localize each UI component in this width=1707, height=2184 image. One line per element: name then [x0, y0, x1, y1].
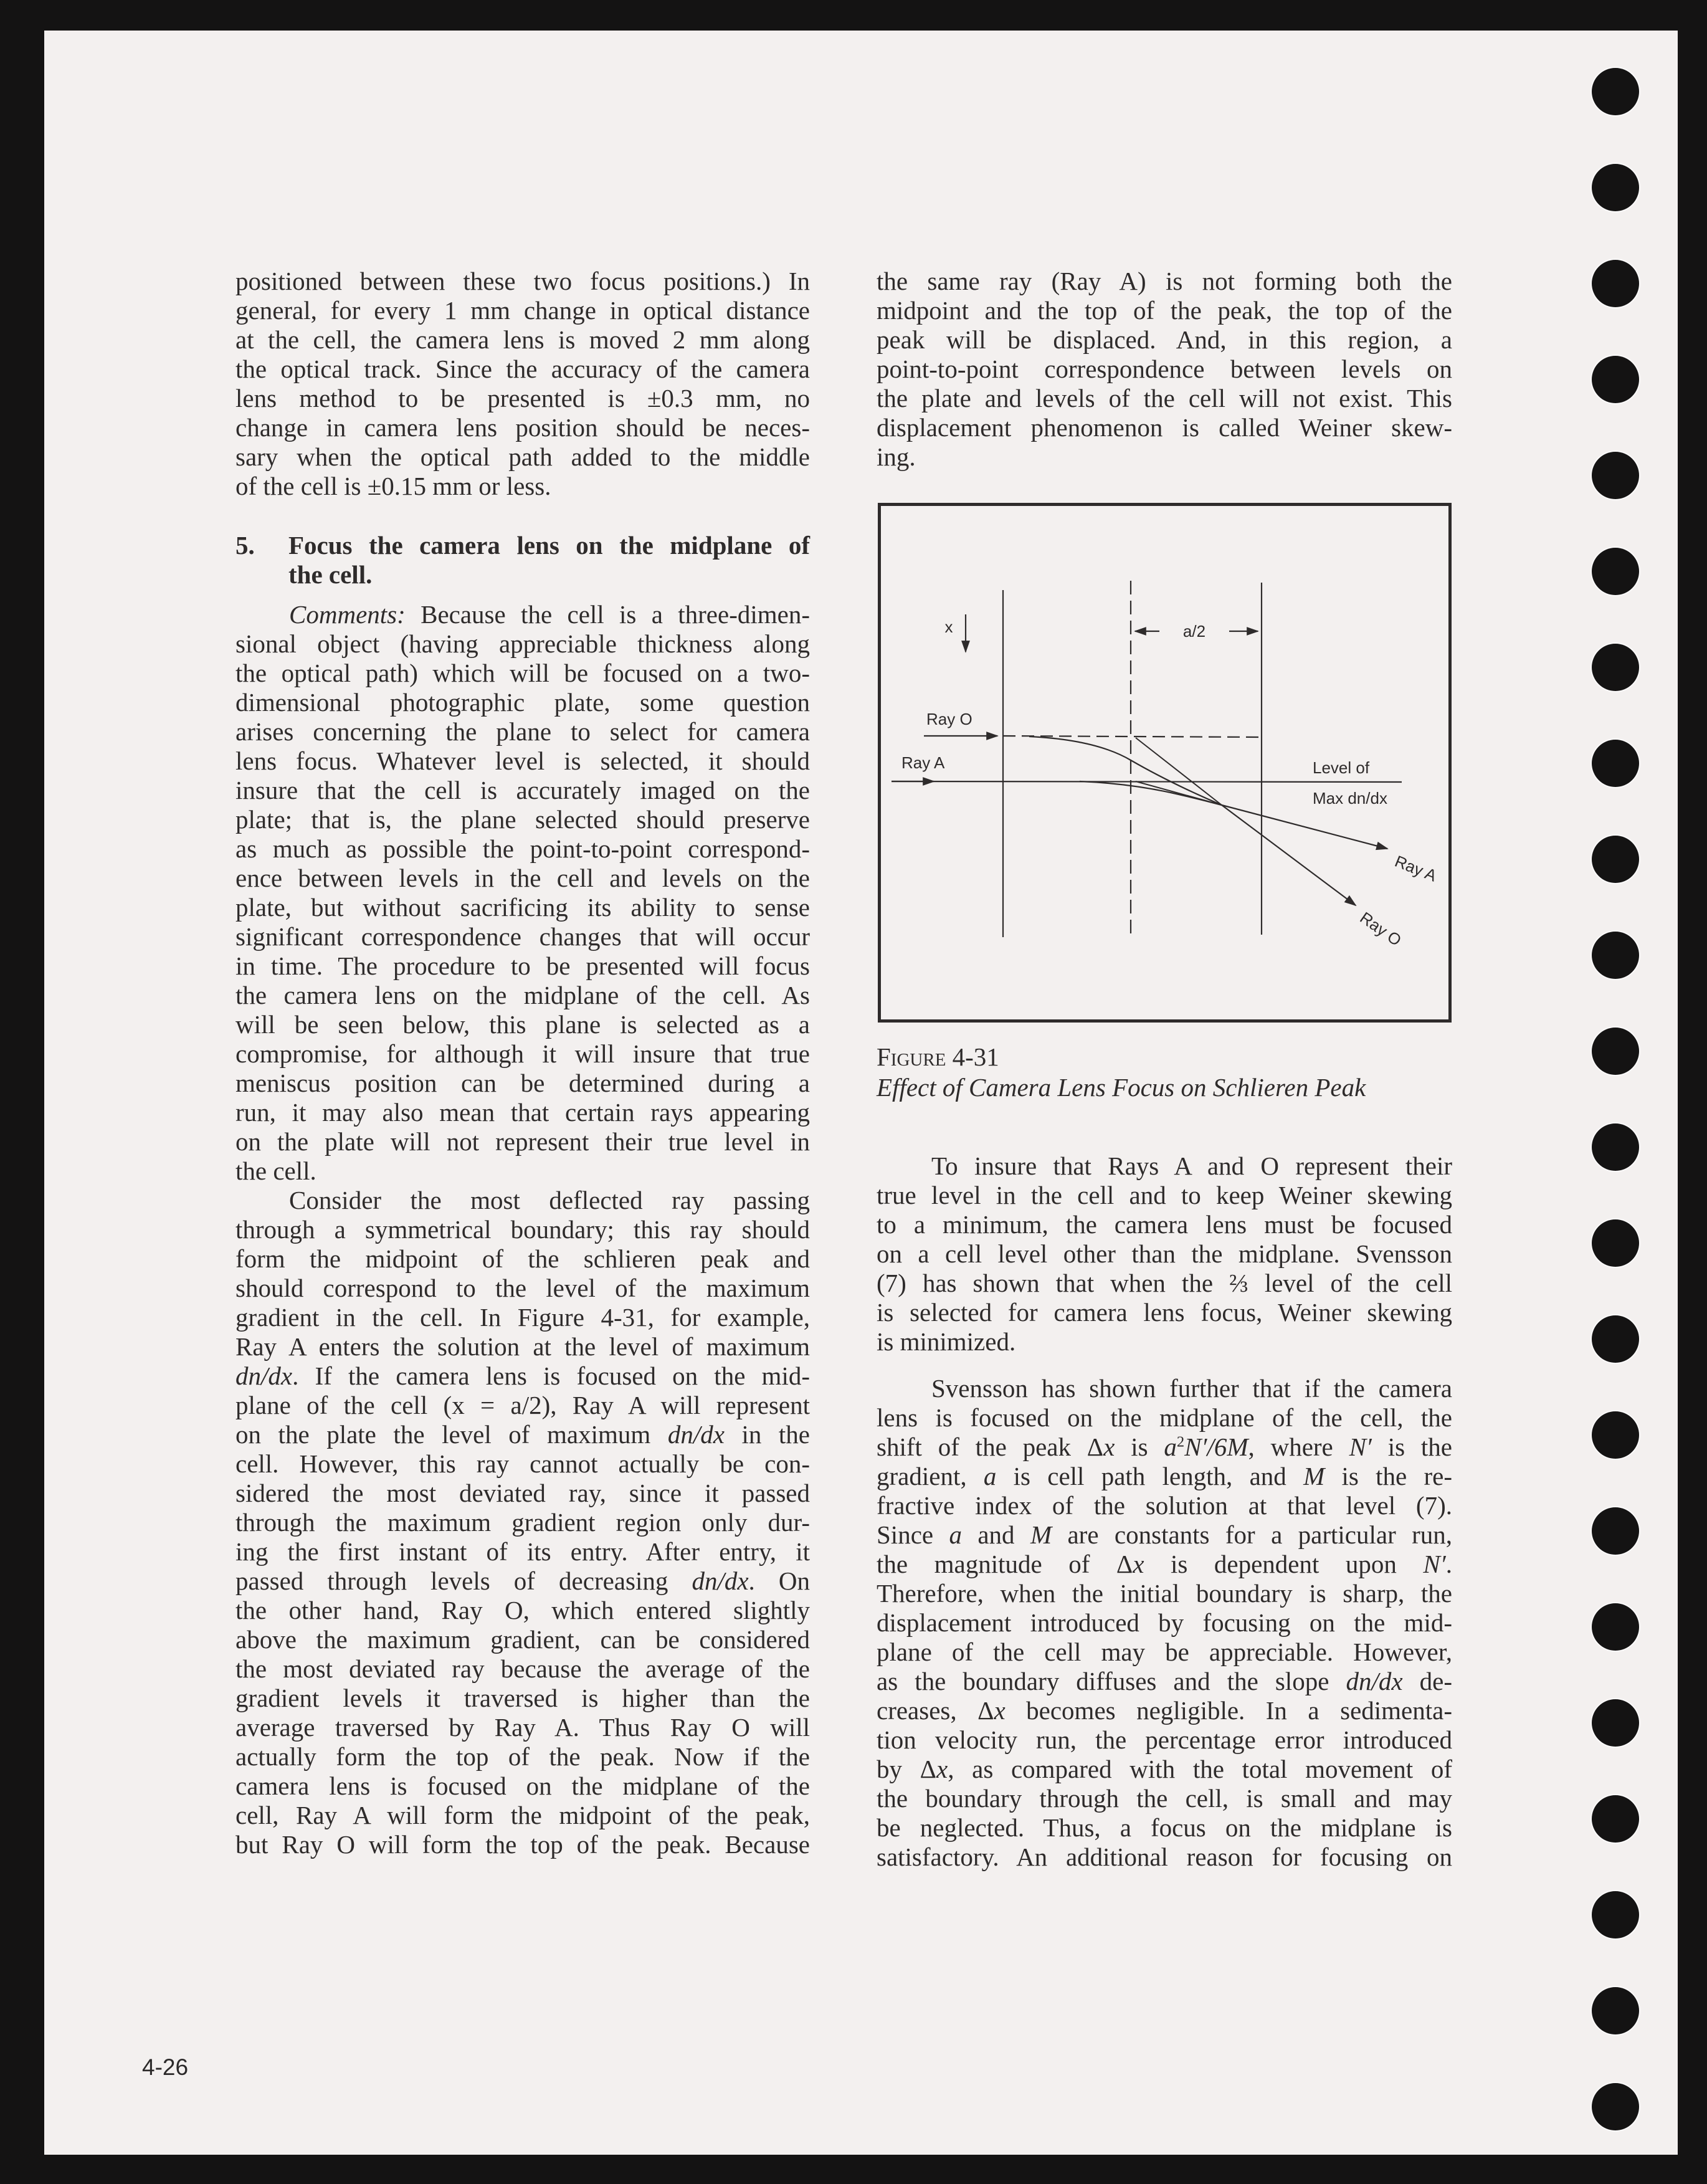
text-line [235, 1097, 810, 1128]
binding-hole [1592, 356, 1639, 403]
text-line [235, 1536, 810, 1567]
text-line [235, 265, 810, 297]
text-line [235, 1565, 810, 1596]
text-segment: point-to-point correspondence between levels on [877, 355, 1452, 383]
binding-hole [1592, 1028, 1639, 1075]
text-segment: dimensional photographic plate, some question [235, 688, 810, 717]
text-line [877, 1402, 1452, 1433]
text-segment: dn/dx [235, 1361, 293, 1390]
text-segment: lens focus. Whatever level is selected, it should [235, 746, 810, 775]
text-line [877, 1578, 1452, 1609]
text-line [235, 1653, 810, 1684]
text-segment: . On [748, 1566, 810, 1595]
figure-4-31-diagram [878, 503, 1452, 1023]
binding-hole [1592, 1699, 1639, 1747]
text-segment: . If the camera lens is focused on the mid- [292, 1361, 810, 1390]
binding-hole [1592, 2083, 1639, 2130]
text-segment: (7) has shown that when the ⅔ level of the cell [877, 1269, 1452, 1297]
ray-a-label-out: Ray A [1392, 851, 1440, 885]
text-segment: sary when the optical path added to the middle [235, 442, 810, 471]
text-line [877, 1519, 1452, 1550]
binding-hole [1592, 68, 1639, 115]
text-segment: gradient levels it traversed is higher than the [235, 1684, 810, 1712]
text-line [877, 1812, 1452, 1843]
text-line [235, 470, 810, 502]
text-segment: but Ray O will form the top of the peak. Because [235, 1830, 810, 1859]
text-segment: run, it may also mean that certain rays appearing [235, 1098, 810, 1127]
text-segment: on the plate will not represent their true level in [235, 1127, 810, 1156]
text-segment: the plate and levels of the cell will not exist. This [877, 384, 1452, 412]
text-segment: actually form the top of the peak. Now if the [235, 1742, 810, 1771]
text-line [877, 1666, 1452, 1697]
text-line [235, 1741, 810, 1772]
text-line [235, 1419, 810, 1450]
binding-hole [1592, 932, 1639, 979]
a-half-label: a/2 [1182, 622, 1206, 641]
text-line [235, 1448, 810, 1479]
text-line [235, 775, 810, 806]
text-segment: , where [1248, 1433, 1349, 1461]
text-segment: the cell. [288, 560, 373, 589]
binding-hole [1592, 740, 1639, 787]
text-segment: compromise, for although it will insure that true [235, 1039, 810, 1068]
text-line [235, 862, 810, 894]
text-segment: above the maximum gradient, can be considered [235, 1625, 810, 1654]
text-line [235, 1126, 810, 1157]
text-line [877, 265, 1452, 297]
text-segment: dn/dx [667, 1420, 725, 1449]
text-segment: N′/6M [1184, 1433, 1248, 1461]
binding-hole [1592, 1411, 1639, 1459]
text-segment: significant correspondence changes that will occur [235, 922, 810, 951]
text-line [235, 892, 810, 923]
text-line [235, 324, 810, 355]
text-line [235, 657, 810, 689]
text-line [877, 1490, 1452, 1521]
text-line [877, 1461, 1452, 1492]
text-segment: x [936, 1755, 948, 1783]
binding-hole [1592, 1219, 1639, 1267]
text-segment: fractive index of the solution at that level (7). [877, 1491, 1452, 1520]
text-line [877, 412, 1452, 443]
text-segment: should correspond to the level of the maximum [235, 1274, 810, 1302]
text-line [235, 921, 810, 952]
binding-hole [1592, 1123, 1639, 1171]
text-segment: ing. [877, 442, 916, 471]
text-line [235, 1595, 810, 1626]
text-segment: tion velocity run, the percentage error introduced [877, 1725, 1452, 1754]
text-segment: is cell path length, and [996, 1462, 1304, 1490]
text-segment: de- [1402, 1667, 1452, 1695]
text-segment: arises concerning the plane to select for camera [235, 717, 810, 746]
text-segment: is the [1371, 1433, 1452, 1461]
text-segment: Effect of Camera Lens Focus on Schlieren Peak [877, 1073, 1366, 1102]
binding-hole [1592, 1603, 1639, 1651]
text-line [235, 804, 810, 835]
text-segment: shift of the peak Δ [877, 1433, 1104, 1461]
text-line [877, 441, 1452, 472]
text-line [235, 1360, 810, 1391]
text-segment: Because the cell is a three-dimen- [405, 600, 810, 629]
text-segment: x [994, 1696, 1006, 1725]
text-segment: through the maximum gradient region only dur- [235, 1508, 810, 1537]
text-line [235, 1214, 810, 1245]
x-axis-label: x [944, 618, 953, 636]
text-segment: the most deviated ray because the average of the [235, 1654, 810, 1683]
text-segment: by Δ [877, 1755, 937, 1783]
text-line [235, 1390, 810, 1421]
text-segment: Therefore, when the initial boundary is sharp, the [877, 1579, 1452, 1608]
text-segment: Since [877, 1520, 949, 1549]
text-segment: Figure 4-31 [877, 1042, 999, 1071]
text-line [235, 1829, 810, 1860]
text-line [877, 353, 1452, 384]
binding-hole [1592, 1315, 1639, 1363]
text-line [235, 1712, 810, 1743]
text-line [877, 1180, 1452, 1211]
text-segment: satisfactory. An additional reason for focusing on [877, 1843, 1452, 1871]
text-line [877, 295, 1452, 326]
text-line [877, 1238, 1452, 1269]
text-line [235, 1800, 810, 1831]
text-segment: lens is focused on the midplane of the cell, the [877, 1403, 1452, 1432]
section-heading-line [288, 530, 810, 561]
text-line [877, 1267, 1452, 1299]
text-line [235, 1272, 810, 1304]
ray-o-path [1029, 737, 1356, 905]
text-line [235, 1507, 810, 1538]
text-segment: dn/dx [1346, 1667, 1403, 1695]
text-segment: creases, Δ [877, 1696, 994, 1725]
text-segment: a [949, 1520, 962, 1549]
text-line [235, 1770, 810, 1801]
text-segment: is the re- [1324, 1462, 1452, 1490]
text-line [877, 1753, 1452, 1785]
text-segment: at the cell, the camera lens is moved 2 mm along [235, 325, 810, 354]
text-segment: will be seen below, this plane is selected as a [235, 1010, 810, 1039]
ray-a-label-in: Ray A [901, 753, 945, 772]
text-line [235, 1624, 810, 1655]
text-segment: ing the first instant of its entry. After entry, it [235, 1537, 810, 1566]
binding-hole [1592, 452, 1639, 499]
text-segment: Focus the camera lens on the midplane of [288, 531, 810, 560]
binding-hole [1592, 644, 1639, 691]
text-line [235, 1477, 810, 1509]
text-line [235, 1009, 810, 1040]
text-segment: is dependent upon [1144, 1550, 1424, 1578]
text-segment: plane of the cell (x = a/2), Ray A will represent [235, 1391, 810, 1419]
text-line [235, 353, 810, 384]
page-number: 4-26 [142, 2054, 189, 2080]
text-segment: passed through levels of decreasing [235, 1566, 692, 1595]
text-segment: in time. The procedure to be presented will focus [235, 951, 810, 980]
text-line [877, 1724, 1452, 1755]
text-segment: N′ [1423, 1550, 1446, 1578]
text-segment: a [983, 1462, 997, 1490]
text-segment: true level in the cell and to keep Weiner skewing [877, 1181, 1452, 1209]
text-segment: Ray A enters the solution at the level of maximum [235, 1332, 810, 1361]
ray-o-label-in: Ray O [926, 710, 972, 728]
text-segment: and [961, 1520, 1030, 1549]
text-segment: in the [724, 1420, 811, 1449]
text-line [235, 383, 810, 414]
text-segment: insure that the cell is accurately imaged on the [235, 776, 810, 804]
max-gradient-level-line [892, 781, 1402, 782]
text-line [235, 716, 810, 747]
text-line [235, 745, 810, 776]
text-line [235, 412, 810, 443]
binding-hole [1592, 836, 1639, 883]
text-segment: is selected for camera lens focus, Weiner skewing [877, 1298, 1452, 1327]
text-line [235, 1038, 810, 1069]
text-line [235, 1302, 810, 1333]
text-segment: of the cell is ±0.15 mm or less. [235, 472, 551, 500]
text-segment: average traversed by Ray A. Thus Ray O will [235, 1713, 810, 1742]
text-line [877, 324, 1452, 355]
max-dndx-label: Max dn/dx [1313, 789, 1387, 808]
text-segment: , as compared with the total movement of [948, 1755, 1452, 1783]
text-segment: M [1303, 1462, 1325, 1490]
text-segment: as the boundary diffuses and the slope [877, 1667, 1346, 1695]
text-line [877, 1636, 1452, 1667]
binding-hole [1592, 1795, 1639, 1843]
text-line [877, 1607, 1452, 1638]
text-segment: plate; that is, the plane selected should preserve [235, 805, 810, 834]
text-segment: the boundary through the cell, is small and may [877, 1784, 1452, 1813]
text-line [877, 1209, 1452, 1240]
text-segment: cell, Ray A will form the midpoint of the peak, [235, 1801, 810, 1829]
text-line [289, 1185, 810, 1216]
binding-hole [1592, 164, 1639, 211]
text-segment: sidered the most deviated ray, since it passed [235, 1479, 810, 1507]
level-of-label: Level of [1313, 758, 1370, 777]
binding-hole [1592, 1891, 1639, 1938]
text-segment: sional object (having appreciable thickness along [235, 629, 810, 658]
text-line [877, 1695, 1452, 1726]
text-segment: displacement introduced by focusing on the mid- [877, 1608, 1452, 1637]
text-segment: the same ray (Ray A) is not forming both the [877, 267, 1452, 295]
text-segment: 2 [1176, 1433, 1185, 1451]
text-segment: to a minimum, the camera lens must be focused [877, 1210, 1452, 1239]
text-segment: a [1164, 1433, 1177, 1461]
text-segment: be neglected. Thus, a focus on the midplane is [877, 1813, 1452, 1842]
text-line [877, 1041, 1452, 1072]
text-segment: x [1103, 1433, 1115, 1461]
text-segment: cell. However, this ray cannot actually be con- [235, 1449, 810, 1478]
text-segment: camera lens is focused on the midplane of the [235, 1772, 810, 1800]
text-segment: peak will be displaced. And, in this region, a [877, 325, 1452, 354]
text-line [877, 1326, 1452, 1357]
text-line [235, 441, 810, 472]
text-line [235, 1067, 810, 1099]
binding-hole [1592, 1507, 1639, 1555]
text-line [235, 1155, 810, 1186]
text-segment: midpoint and the top of the peak, the top of the [877, 296, 1452, 325]
section-heading-line [235, 530, 273, 561]
text-line [289, 599, 810, 630]
text-segment: is [1115, 1433, 1164, 1461]
text-line [235, 980, 810, 1011]
text-line [877, 1297, 1452, 1328]
text-segment: as much as possible the point-to-point correspond- [235, 834, 810, 863]
text-segment: Consider the most deflected ray passing [289, 1186, 810, 1214]
text-line [235, 950, 810, 981]
text-segment: . [1445, 1550, 1452, 1578]
text-segment: N′ [1349, 1433, 1372, 1461]
text-line [235, 1331, 810, 1362]
text-segment: M [1030, 1520, 1052, 1549]
text-line [877, 1841, 1452, 1872]
text-line [235, 1243, 810, 1274]
text-line [877, 383, 1452, 414]
text-line [235, 628, 810, 659]
binding-hole [1592, 260, 1639, 307]
text-segment: x [1133, 1550, 1144, 1578]
text-segment: Svensson has shown further that if the camera [931, 1374, 1452, 1403]
text-segment: To insure that Rays A and O represent their [931, 1152, 1452, 1180]
text-segment: through a symmetrical boundary; this ray should [235, 1215, 810, 1244]
text-segment: meniscus position can be determined during a [235, 1069, 810, 1097]
text-segment: is minimized. [877, 1327, 1016, 1356]
text-line [931, 1373, 1452, 1404]
text-segment: ence between levels in the cell and levels on the [235, 864, 810, 892]
text-segment: Comments: [289, 600, 406, 629]
text-segment: on the plate the level of maximum [235, 1420, 668, 1449]
text-segment: form the midpoint of the schlieren peak and [235, 1244, 810, 1273]
text-segment: plane of the cell may be appreciable. However, [877, 1638, 1452, 1666]
text-line [877, 1783, 1452, 1814]
text-line [877, 1072, 1452, 1103]
text-line [877, 1431, 1452, 1462]
text-segment: the other hand, Ray O, which entered slightly [235, 1596, 810, 1624]
text-segment: the optical path) which will be focused on a two- [235, 659, 810, 687]
text-segment: are constants for a particular run, [1052, 1520, 1453, 1549]
ray-o-label-out: Ray O [1356, 908, 1405, 950]
text-segment: positioned between these two focus positions.) In [235, 267, 810, 295]
text-segment: on a cell level other than the midplane. Svensson [877, 1239, 1452, 1268]
text-segment: gradient in the cell. In Figure 4-31, for example, [235, 1303, 810, 1332]
text-line [877, 1548, 1452, 1580]
text-segment: dn/dx [692, 1566, 749, 1595]
text-line [235, 1682, 810, 1714]
text-segment: 5. [235, 531, 255, 560]
text-segment: gradient, [877, 1462, 984, 1490]
text-line [235, 295, 810, 326]
text-segment: general, for every 1 mm change in optical distance [235, 296, 810, 325]
text-line [235, 687, 810, 718]
text-segment: the cell. [235, 1156, 316, 1185]
text-segment: plate, but without sacrificing its ability to sense [235, 893, 810, 922]
text-segment: lens method to be presented is ±0.3 mm, no [235, 384, 810, 412]
text-segment: displacement phenomenon is called Weiner skew- [877, 413, 1452, 442]
text-segment: change in camera lens position should be neces- [235, 413, 810, 442]
binding-hole [1592, 548, 1639, 595]
binding-hole [1592, 1987, 1639, 2034]
text-line [235, 833, 810, 864]
section-heading-line [288, 559, 810, 590]
text-segment: the camera lens on the midplane of the cell. As [235, 981, 810, 1009]
text-segment: becomes negligible. In a sedimenta- [1005, 1696, 1452, 1725]
text-line [931, 1150, 1452, 1181]
text-segment: the magnitude of Δ [877, 1550, 1133, 1578]
text-segment: the optical track. Since the accuracy of the camera [235, 355, 810, 383]
